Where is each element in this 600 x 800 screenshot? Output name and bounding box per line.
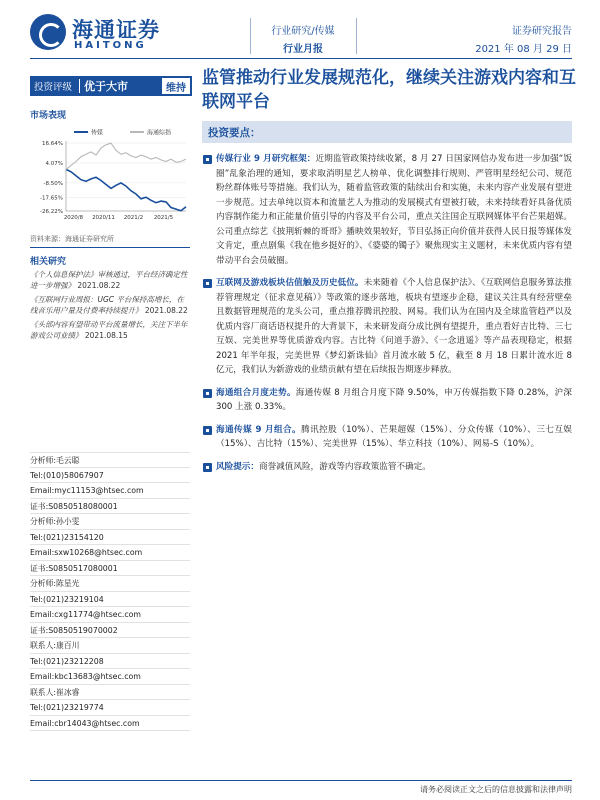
key-point-heading: 传媒行业 9 月研究框架： xyxy=(216,154,316,164)
analyst-email[interactable]: Email:cbr14043@htsec.com xyxy=(30,716,190,732)
legend-label: 传媒 xyxy=(91,129,104,137)
key-point-text: 商誉减值风险，游戏等内容政策监管不确定。 xyxy=(258,461,431,472)
key-point xyxy=(202,276,572,378)
related-date: 2021.08.22 xyxy=(77,281,121,290)
key-point xyxy=(202,152,572,268)
x-tick-label: 2020/8 xyxy=(63,215,84,221)
analyst-email[interactable]: Email:myc11153@htsec.com xyxy=(30,483,190,499)
bullet-square-icon xyxy=(203,389,212,398)
header-rule xyxy=(30,58,572,59)
y-tick-label: 4.07% xyxy=(45,160,63,167)
legend-label: 海通综指 xyxy=(147,129,172,137)
rating-bar xyxy=(30,76,192,96)
analyst-line: 分析师:毛云聪 xyxy=(30,452,190,468)
bullet-square-icon xyxy=(203,279,212,288)
key-point xyxy=(202,423,572,452)
report-category: 行业研究/传媒 xyxy=(271,26,335,37)
key-points-bar xyxy=(202,121,572,143)
analyst-line: Tel:(010)58067907 xyxy=(30,468,190,484)
analyst-contacts xyxy=(30,452,190,731)
key-point-heading: 海通组合月度走势。 xyxy=(216,387,296,398)
analyst-line: Tel:(021)23219774 xyxy=(30,700,190,716)
market-chart xyxy=(30,125,190,227)
footer-rule xyxy=(30,780,572,781)
related-item[interactable] xyxy=(30,294,190,316)
header-divider xyxy=(250,18,251,54)
key-point-text: 海通传媒 8 月组合月度下降 9.50%，申万传媒指数下降 0.28%，沪深 300 上涨 0.33%。 xyxy=(216,387,572,412)
key-point-heading: 风险提示： xyxy=(216,461,259,472)
related-list xyxy=(30,269,190,344)
analyst-line: 证书:S0850517080001 xyxy=(30,561,190,577)
report-title: 监管推动行业发展规范化，继续关注游戏内容和互联网平台 xyxy=(202,68,576,112)
series-line xyxy=(66,143,186,169)
logo-cn: 海通证券 xyxy=(72,17,160,42)
bullet-square-icon xyxy=(203,155,212,164)
footer-disclaimer: 请务必阅读正文之后的信息披露和法律声明 xyxy=(420,785,572,794)
x-tick-label: 2021/5 xyxy=(153,215,174,221)
market-chart-svg xyxy=(30,125,190,227)
related-title: 《头部内容有望带动平台流量增长，关注下半年游戏公司业绩》 xyxy=(30,320,188,340)
rating-value: 优于大市 xyxy=(84,80,128,93)
key-point-heading: 海通传媒 9 月组合。 xyxy=(216,424,302,435)
analyst-line: 分析师:孙小雯 xyxy=(30,514,190,530)
chart-source: 资料来源：海通证券研究所 xyxy=(30,235,114,243)
related-date: 2021.08.15 xyxy=(84,331,128,340)
y-tick-label: -8.50% xyxy=(43,180,63,187)
rating-label: 投资评级 xyxy=(30,79,80,93)
header-divider xyxy=(356,18,357,54)
analyst-line: Tel:(021)23219104 xyxy=(30,592,190,608)
related-item[interactable] xyxy=(30,269,190,291)
y-tick-label: -17.65% xyxy=(40,195,63,202)
related-title: 《互联网行业周报：UGC 平台保持高增长，在线音乐用户量及付费率持续提升》 xyxy=(30,295,184,315)
report-kind: 证券研究报告 xyxy=(512,26,572,37)
market-heading: 市场表现 xyxy=(30,111,67,121)
analyst-email[interactable]: Email:sxw10268@htsec.com xyxy=(30,545,190,561)
related-heading: 相关研究 xyxy=(30,257,67,267)
rating-action: 维持 xyxy=(162,78,190,94)
key-points-heading: 投资要点： xyxy=(208,127,261,139)
analyst-line: 分析师:陈星光 xyxy=(30,576,190,592)
related-date: 2021.08.22 xyxy=(144,306,188,315)
y-tick-label: 16.64% xyxy=(42,141,63,147)
x-tick-label: 2020/11 xyxy=(92,215,115,221)
x-tick-label: 2021/2 xyxy=(123,215,144,221)
analyst-line: Tel:(021)23154120 xyxy=(30,530,190,546)
analyst-line: 证书:S0850519070002 xyxy=(30,623,190,639)
bullet-square-icon xyxy=(203,426,212,435)
report-type: 行业月报 xyxy=(283,44,323,55)
key-points-list xyxy=(202,152,572,474)
key-point xyxy=(202,460,572,475)
key-point-text: 未来随着《个人信息保护法》、《互联网信息服务算法推荐管理规定（征求意见稿）》等政策的逐步落地，板块有望逐步企稳，建议关注具有经营壁垒且数据管理规范的龙头公司，重点推荐腾讯控股、网易。我们认为在国内及全球监管趋严以及优质内容厂商话语权提升的大背景下，未来研发商分成比例有望提升，重点看好吉比特、三七互娱、完美世界等优质游戏内容。吉比特《问道手游》、《一念逍遥》等产品表现稳定，根据 2021 年半年报，完美世界《梦幻新诛仙》首月流水破 5 亿，截至 8 月 18 日累计流水近 8 亿元，我们认为新游戏的业绩贡献有望在后续报告期逐步释放。 xyxy=(216,278,572,375)
series-line xyxy=(66,169,186,210)
analyst-email[interactable]: Email:kbc13683@htsec.com xyxy=(30,669,190,685)
report-date: 2021 年 08 月 29 日 xyxy=(475,44,572,55)
source-rule xyxy=(30,247,190,248)
key-point-text: 近期监管政策持续收紧，8 月 27 日国家网信办发布进一步加强“饭圈”乱象治理的通知，要求取消明星艺人榜单、优化调整排行规则、严管明星经纪公司、规范粉丝群体账号等措施。我们认为，随着监管政策的陆续出台和实施，未来内容产业发展有望进一步规范。过去单纯以资本和流量艺人为推动的发展模式有望被打破，未来持续看好具备优质内容制作能力和正能量价值引导的内容及平台公司，重点关注国企互联网媒体平台芒果超媒。公司重点综艺《披荆斩棘的哥哥》播映效果较好，节目弘扬正向价值并获得人民日报等媒体发文肯定，重点剧集《我在他乡挺好的》、《婆婆的镯子》聚焦现实主义题材，未来优质内容有望带动平台会员破圈。 xyxy=(216,154,572,266)
analyst-line: Tel:(021)23212208 xyxy=(30,654,190,670)
analyst-email[interactable]: Email:cxg11774@htsec.com xyxy=(30,607,190,623)
logo-en: HAITONG xyxy=(74,40,147,51)
logo-mark-icon xyxy=(30,14,66,50)
related-title: 《个人信息保护法》审核通过，平台经济确定性进一步增强》 xyxy=(30,270,188,290)
key-point-text: 腾讯控股（10%）、芒果超媒（15%）、分众传媒（10%）、三七互娱（15%）、吉比特（15%）、完美世界（15%）、华立科技（10%）、网易-S（10%）。 xyxy=(216,424,572,449)
company-logo xyxy=(30,14,200,54)
related-item[interactable] xyxy=(30,319,190,341)
bullet-square-icon xyxy=(203,463,212,472)
analyst-line: 联系人:康百川 xyxy=(30,638,190,654)
key-point-heading: 互联网及游戏板块估值触及历史低位。 xyxy=(216,278,364,288)
key-point xyxy=(202,386,572,415)
analyst-line: 证书:S0850518080001 xyxy=(30,499,190,515)
y-tick-label: -26.22% xyxy=(40,209,63,215)
analyst-line: 联系人:崔冰睿 xyxy=(30,685,190,701)
